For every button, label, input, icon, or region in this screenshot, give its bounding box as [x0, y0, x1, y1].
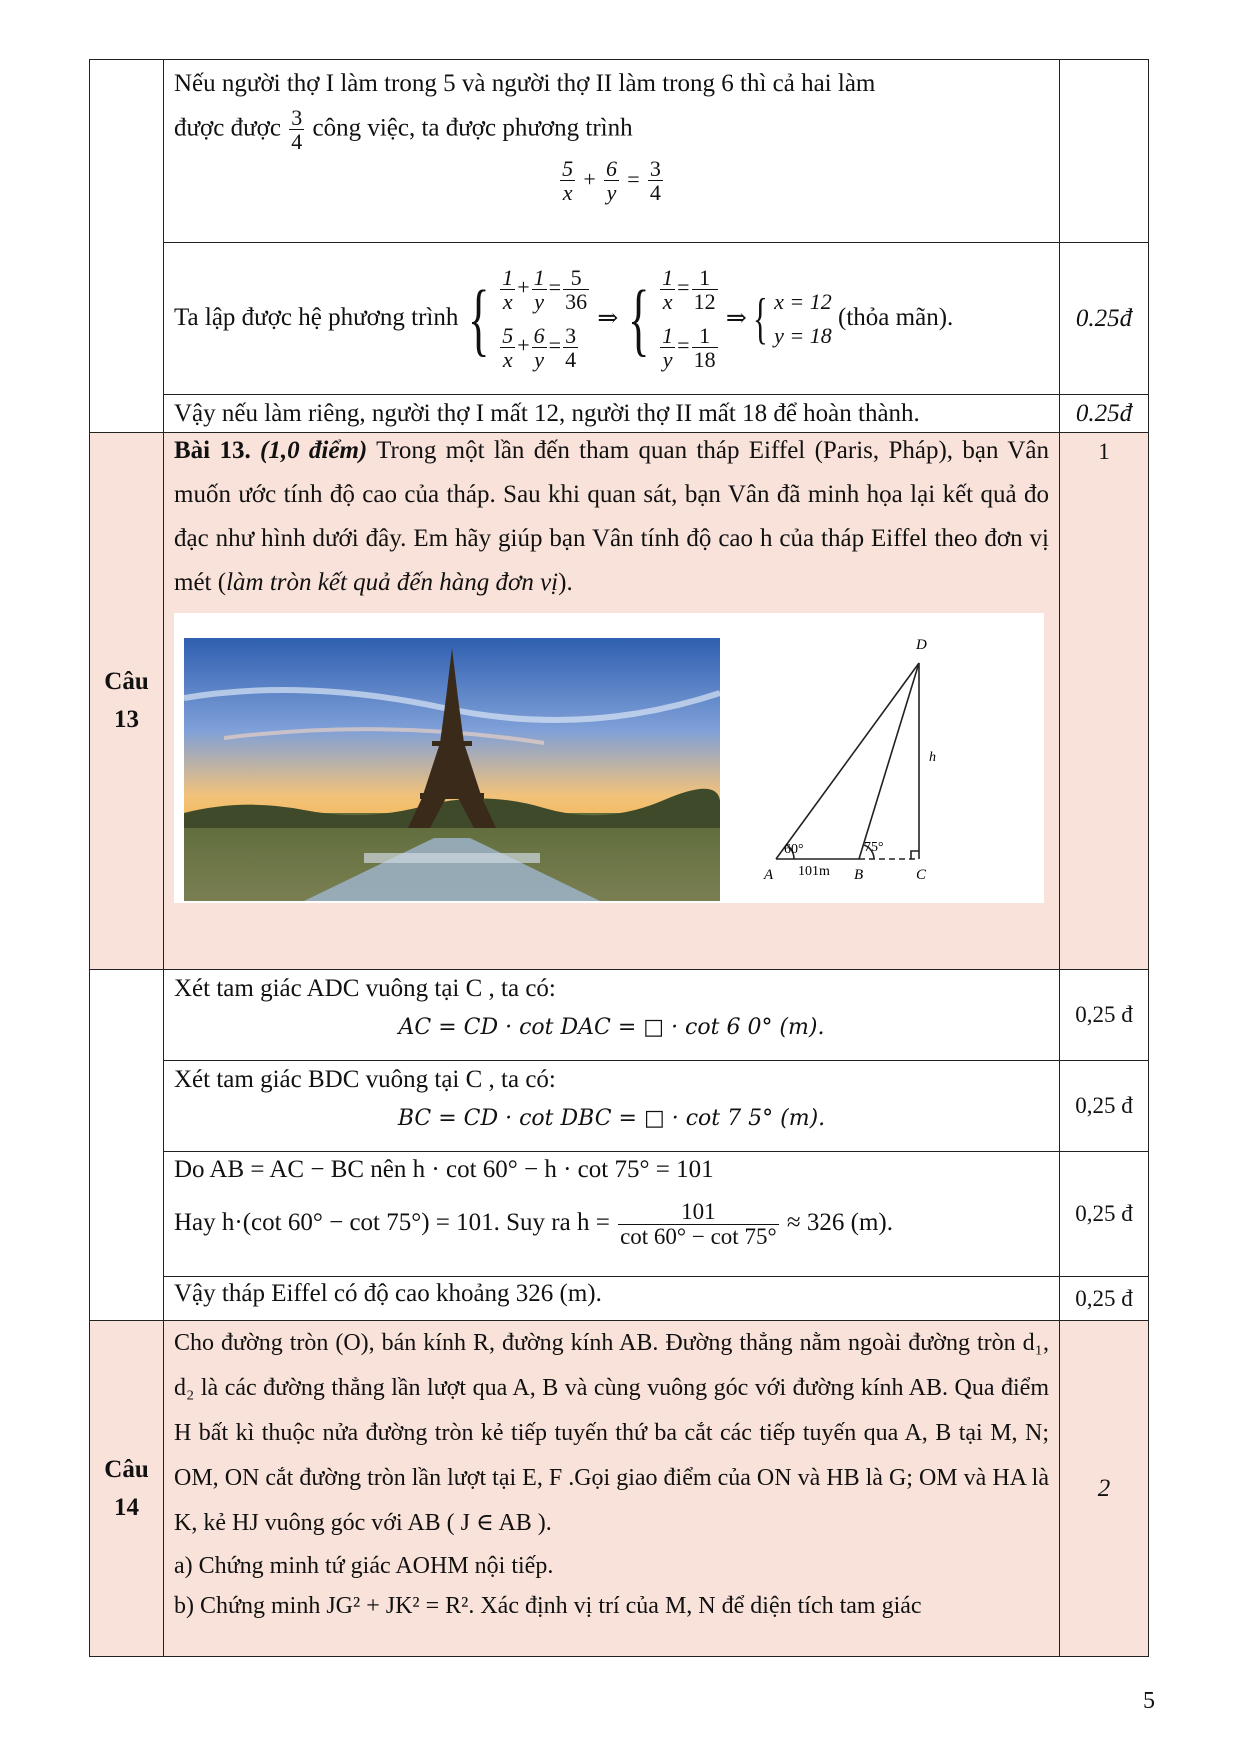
eiffel-photo-svg — [184, 638, 720, 901]
label-b: B — [854, 867, 864, 883]
cont-line1: Nếu người thợ I làm trong 5 và người thợ II làm trong 6 thì cả hai làm — [174, 70, 876, 97]
label-d: D — [916, 637, 927, 653]
question-13-text: Bài 13. (1,0 điểm) Trong một lần đến tham quan tháp Eiffel (Paris, Pháp), bạn Vân muốn ước tính độ cao của tháp. Sau khi quan sát, bạn Vân đã minh họa lại kết quả đo đạc như hình dưới đây. Em hãy giúp bạn Vân tính độ cao h của tháp Eiffel theo đơn vị mét (làm tròn kết quả đến hàng đơn vị). — [174, 437, 1049, 596]
cont-equation: $\frac{5}{x}$ + $\frac{6}{y}$ = $\frac{3}{4}$ — [562, 156, 661, 206]
score-step-3: 0,25 đ — [1060, 1152, 1149, 1277]
score-step-4: 0,25 đ — [1060, 1277, 1149, 1321]
system-2: $\frac{1}{x}$ = $\frac{1}{12}$ $\frac{1}{y}$ = $\frac{1}{18}$ — [662, 265, 716, 372]
score-step-2: 0,25 đ — [1060, 1061, 1149, 1152]
solution-step-4: Vậy tháp Eiffel có độ cao khoảng 326 (m). — [164, 1277, 1060, 1321]
question-13-points: 1 — [1060, 433, 1149, 970]
question-13-label: Câu 13 — [90, 433, 164, 970]
system-3: x = 12 y = 18 — [774, 288, 832, 348]
exam-answer-table — [89, 59, 1149, 1657]
label-a: A — [764, 867, 774, 883]
label-c: C — [916, 867, 927, 883]
fraction-three-quarters: $\frac{3}{4}$ — [291, 105, 303, 155]
question-14-part-a: a) Chứng minh tứ giác AOHM nội tiếp. — [174, 1553, 554, 1579]
question-13-figure — [174, 613, 1044, 903]
question-13-statement — [164, 433, 1060, 970]
blank-question-cell — [90, 60, 164, 433]
score-cell-2: 0.25đ — [1060, 395, 1149, 433]
blank-solution-cell — [90, 970, 164, 1321]
label-angle-75: 75° — [864, 840, 884, 855]
system-1: $\frac{1}{x}$ + $\frac{1}{y}$ = $\frac{5}{36}$ $\frac{5}{x}$ + $\frac{6}{y}$ = $\frac{3}{4}$ — [502, 265, 588, 372]
conclusion-text: Vậy nếu làm riêng, người thợ I mất 12, người thợ II mất 18 để hoàn thành. — [174, 399, 920, 427]
eiffel-tower-photo — [184, 638, 720, 901]
score-cell-1: 0.25đ — [1060, 243, 1149, 395]
label-h: h — [929, 750, 936, 765]
question-14-statement — [164, 1321, 1060, 1657]
solution-step-1: Xét tam giác ADC vuông tại C , ta có: AC = CD · cot DAC = □ · cot 6 0° (m). — [164, 970, 1060, 1061]
question-14-label: Câu 14 — [90, 1321, 164, 1657]
score-empty-cell — [1060, 60, 1149, 243]
conclusion-cell — [164, 395, 1060, 433]
page-number: 5 — [1143, 1688, 1155, 1714]
cont-statement-cell — [164, 60, 1060, 243]
label-101m: 101m — [798, 864, 830, 879]
question-14-part-b: b) Chứng minh JG² + JK² = R². Xác định vị trí của M, N để diện tích tam giác — [174, 1593, 922, 1619]
question-14-points: 2 — [1060, 1321, 1149, 1657]
label-angle-60: 60° — [784, 842, 804, 857]
question-14-text: Cho đường tròn (O), bán kính R, đường kính AB. Đường thẳng nằm ngoài đường tròn d₁, d₂ là các đường thẳng lần lượt qua A, B và cùng vuông góc với đường kính AB. Qua điểm H bất kì thuộc nửa đường tròn kẻ tiếp tuyến thứ ba cắt các tiếp tuyến qua A, B tại M, N; OM, ON cắt đường tròn lần lượt tại E, F .Gọi giao điểm của ON và HB là G; OM và HA là K, kẻ HJ vuông góc với AB ( J ∈ AB ). — [174, 1330, 1049, 1536]
cont-line2: được được $\frac{3}{4}$ công việc, ta được phương trình — [174, 105, 633, 155]
solution-step-2: Xét tam giác BDC vuông tại C , ta có: BC = CD · cot DBC = □ · cot 7 5° (m). — [164, 1061, 1060, 1152]
system-cell: Ta lập được hệ phương trình { $\frac{1}{x}$ + $\frac{1}{y}$ = $\frac{5}{36}$ $\frac{5}{x}$ + $\frac{6}{y}$ = $\frac{3}{4}$ ⇒ { $\frac{1}{x}$ = $\frac{1}{12}$ $\frac{1}{y}$ = $\frac{1}{18}$ ⇒ { x = 12 y = 18 (thỏa mãn). — [164, 243, 1060, 395]
triangle-diagram — [754, 621, 1039, 891]
score-step-1: 0,25 đ — [1060, 970, 1149, 1061]
solution-step-3: Do AB = AC − BC nên h · cot 60° − h · cot 75° = 101 Hay h·(cot 60° − cot 75°) = 101. Suy ra h = $\frac{101}{\cot 60^\circ - \cot 75^\circ}$ ≈ 326 (m). — [164, 1152, 1060, 1277]
system-intro: Ta lập được hệ phương trình — [174, 304, 459, 332]
